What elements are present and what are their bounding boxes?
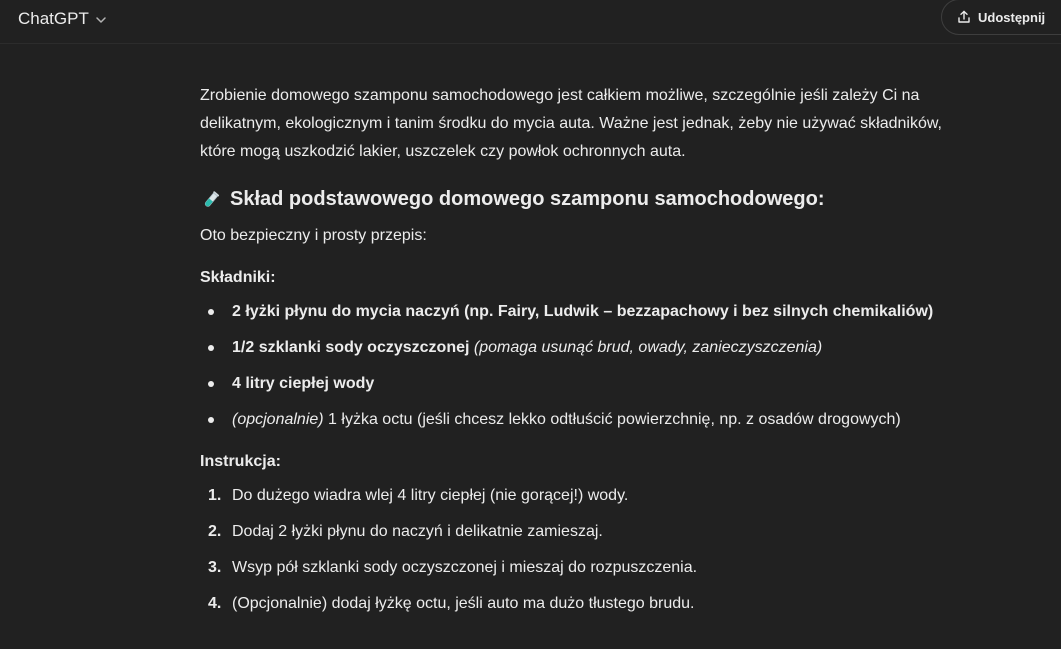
ingredients-heading: Składniki: xyxy=(200,269,276,286)
instructions-list xyxy=(200,482,960,618)
intro-paragraph: Zrobienie domowego szamponu samochodowego jest całkiem możliwe, szczególnie jeśli zależy Ci na delikatnym, ekologicznym i tanim środku do mycia auta. Ważne jest jednak, żeby nie używać składników, które mogą uszkodzić lakier, uszczelek czy powłok ochronnych auta. xyxy=(200,87,942,160)
ingredient-bold: 2 łyżki płynu do mycia naczyń (np. Fairy, Ludwik – bezzapachowy i bez silnych chemikaliów) xyxy=(232,303,934,320)
subtext: Oto bezpieczny i prosty przepis: xyxy=(200,227,427,244)
list-item xyxy=(200,298,960,326)
bullet xyxy=(208,381,214,387)
section-heading xyxy=(200,182,960,216)
list-item xyxy=(200,482,960,510)
list-item xyxy=(200,590,960,618)
ingredient-plain: 1 łyżka octu (jeśli chcesz lekko odtłuścić powierzchnię, np. z osadów drogowych) xyxy=(323,411,901,428)
step-number: 4. xyxy=(208,595,222,612)
model-name: ChatGPT xyxy=(18,9,89,28)
step-number: 2. xyxy=(208,523,222,540)
model-switcher-button[interactable] xyxy=(8,3,117,35)
step-number: 3. xyxy=(208,559,222,576)
section-heading-text: Skład podstawowego domowego szamponu samochodowego: xyxy=(230,188,825,210)
step-text: (Opcjonalnie) dodaj łyżkę octu, jeśli auto ma dużo tłustego brudu. xyxy=(232,595,695,612)
assistant-message xyxy=(200,82,960,626)
chevron-down-icon xyxy=(95,13,107,25)
list-item xyxy=(200,518,960,546)
instructions-heading: Instrukcja: xyxy=(200,453,281,470)
ingredient-bold: 1/2 szklanki sody oczyszczonej xyxy=(232,339,470,356)
step-text: Wsyp pół szklanki sody oczyszczonej i mieszaj do rozpuszczenia. xyxy=(232,559,698,576)
list-item xyxy=(200,370,960,398)
step-text: Do dużego wiadra wlej 4 litry ciepłej (nie gorącej!) wody. xyxy=(232,487,629,504)
list-item xyxy=(200,406,960,434)
ingredient-bold: 4 litry ciepłej wody xyxy=(232,375,375,392)
bullet xyxy=(208,417,214,423)
test-tube-icon xyxy=(200,188,222,210)
share-label: Udostępnij xyxy=(978,9,1046,25)
ingredient-italic: (opcjonalnie) xyxy=(232,411,324,428)
top-bar xyxy=(0,0,1061,44)
share-icon xyxy=(957,10,971,24)
bullet xyxy=(208,309,214,315)
bullet xyxy=(208,345,214,351)
list-item xyxy=(200,334,960,362)
ingredient-italic: (pomaga usunąć brud, owady, zanieczyszczenia) xyxy=(469,339,823,356)
share-button[interactable] xyxy=(941,0,1061,35)
ingredients-list xyxy=(200,298,960,434)
step-number: 1. xyxy=(208,487,222,504)
list-item xyxy=(200,554,960,582)
step-text: Dodaj 2 łyżki płynu do naczyń i delikatnie zamieszaj. xyxy=(232,523,603,540)
